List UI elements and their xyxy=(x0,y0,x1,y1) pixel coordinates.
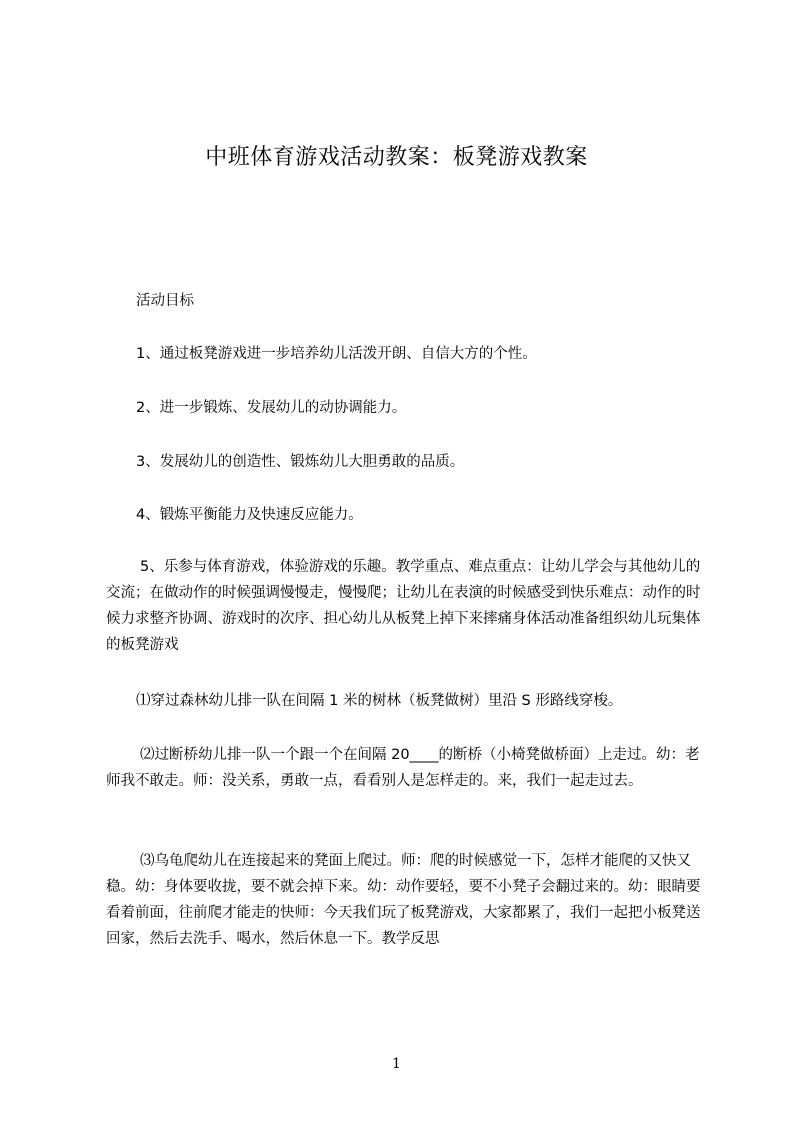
paragraph-goal-3 xyxy=(106,449,710,475)
paragraph-text: 4、锻炼平衡能力及快速反应能力。 xyxy=(136,507,363,523)
paragraph-text: ⑵过断桥幼儿排一队一个跟一个在间隔 20____的断桥（小椅凳做桥面）上走过。幼：老师我不敢走。师：没关系，勇敢一点，看看别人是怎样走的。来，我们一起走过去。 xyxy=(106,747,700,789)
paragraph-activity-turtle xyxy=(106,848,710,952)
paragraph-text: 2、进一步锻炼、发展幼儿的动协调能力。 xyxy=(136,400,407,416)
page-number: 1 xyxy=(392,1056,401,1072)
paragraph-goal-4 xyxy=(106,502,710,528)
paragraph-goal-2 xyxy=(106,395,710,421)
paragraph-text: ⑴穿过森林幼儿排一队在间隔 1 米的树林（板凳做树）里沿 S 形路线穿梭。 xyxy=(136,693,623,709)
paragraph-text: ⑶乌龟爬幼儿在连接起来的凳面上爬过。师：爬的时候感觉一下，怎样才能爬的又快又稳。幼：身体要收拢，要不就会掉下来。幼：动作要轻，要不小凳子会翻过来的。幼：眼睛要看着前面，往前爬才能走的快师：今天我们玩了板凳游戏，大家都累了，我们一起把小板凳送回家，然后去洗手、喝水，然后休息一下。教学反思 xyxy=(106,853,701,947)
paragraph-text: 1、通过板凳游戏进一步培养幼儿活泼开朗、自信大方的个性。 xyxy=(136,346,537,362)
paragraph-text: 5、乐参与体育游戏，体验游戏的乐趣。教学重点、难点重点：让幼儿学会与其他幼儿的交流；在做动作的时候强调慢慢走，慢慢爬；让幼儿在表演的时候感受到快乐难点：动作的时候力求整齐协调、游戏时的次序、担心幼儿从板凳上掉下来摔痛身体活动准备组织幼儿玩集体的板凳游戏 xyxy=(106,559,701,653)
document-title: 中班体育游戏活动教案：板凳游戏教案 xyxy=(205,145,588,170)
paragraph-activity-bridge xyxy=(106,742,710,794)
paragraph-heading-goals xyxy=(106,288,710,314)
paragraph-goal-5-focus xyxy=(106,554,710,658)
paragraph-text: 3、发展幼儿的创造性、锻炼幼儿大胆勇敢的品质。 xyxy=(136,454,465,470)
paragraph-text: 活动目标 xyxy=(136,293,194,309)
paragraph-goal-1 xyxy=(106,341,710,367)
paragraph-activity-forest xyxy=(106,688,710,714)
